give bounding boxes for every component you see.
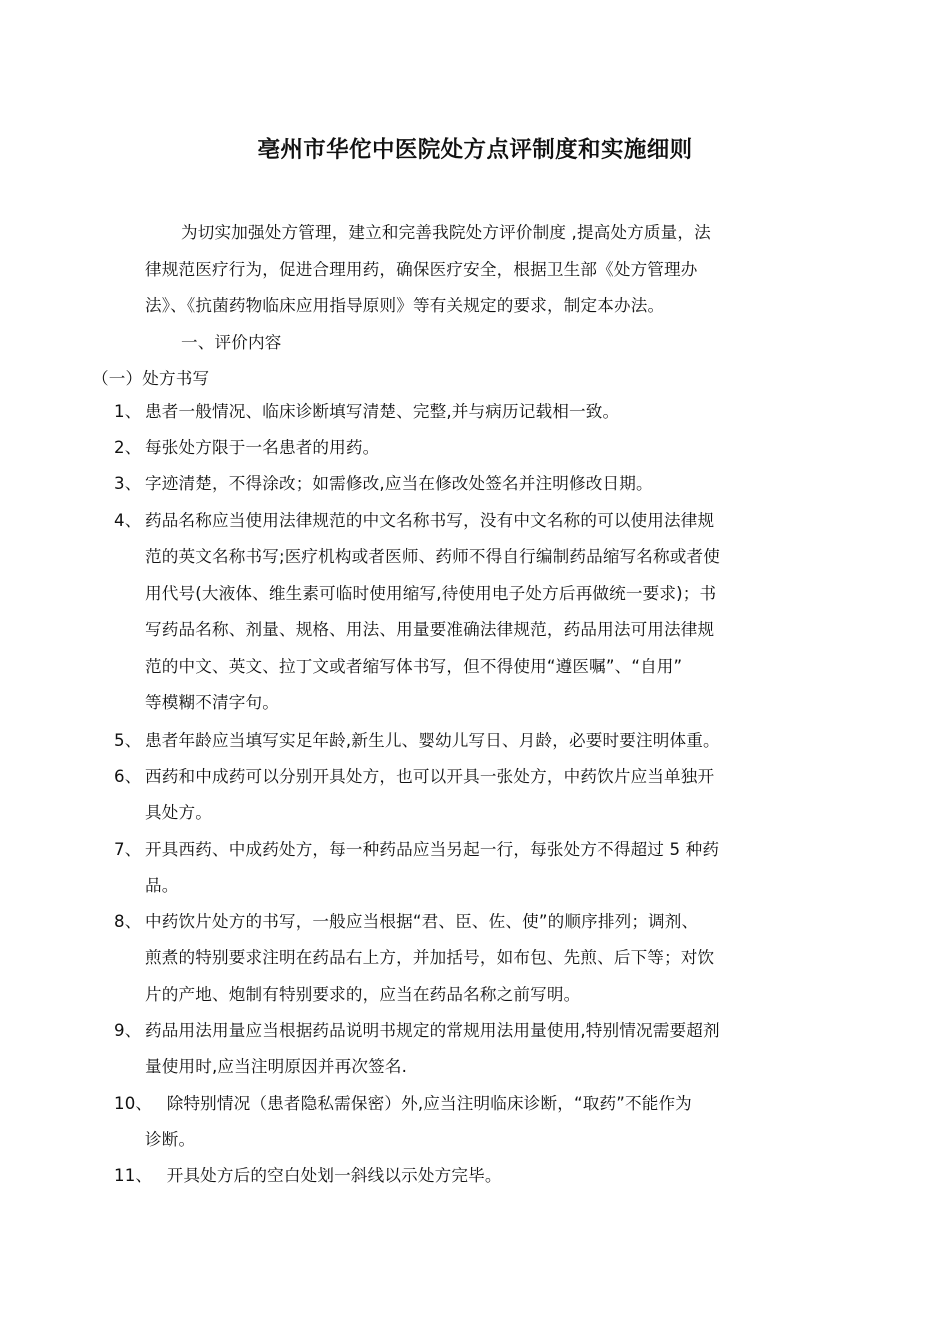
item-number: 2、 [114, 438, 142, 457]
item-number: 11、 [114, 1166, 153, 1185]
item-number: 5、 [114, 731, 142, 750]
item-text: 中药饮片处方的书写，一般应当根据“君、臣、佐、使”的顺序排列；调剂、 [145, 912, 699, 931]
item-text: 写药品名称、剂量、规格、用法、用量要准确法律规范，药品用法可用法律规 [145, 620, 715, 640]
item-text: 范的中文、英文、拉丁文或者缩写体书写，但不得使用“遵医嘱”、“自用” [145, 656, 683, 676]
list-item [114, 503, 834, 723]
item-text: 每张处方限于一名患者的用药。 [145, 438, 380, 457]
item-text: 诊断。 [145, 1130, 196, 1150]
item-text: 药品用法用量应当根据药品说明书规定的常规用法用量使用,特别情况需要超剂 [145, 1021, 720, 1040]
item-number: 8、 [114, 912, 142, 931]
item-text: 西药和中成药可以分别开具处方，也可以开具一张处方，中药饮片应当单独开 [145, 767, 715, 786]
item-body [145, 503, 720, 721]
item-number: 10、 [114, 1094, 153, 1113]
list-item [114, 1013, 834, 1086]
list-item [114, 723, 834, 759]
list-item [114, 466, 834, 502]
item-text: 药品名称应当使用法律规范的中文名称书写，没有中文名称的可以使用法律规 [145, 511, 715, 530]
item-number: 7、 [114, 840, 142, 859]
item-number: 4、 [114, 511, 142, 530]
document-title: 亳州市华佗中医院处方点评制度和实施细则 [257, 137, 693, 163]
item-text: 片的产地、炮制有特别要求的，应当在药品名称之前写明。 [145, 984, 581, 1004]
item-body [145, 832, 719, 905]
subsection-heading: （一）处方书写 [92, 369, 210, 388]
list-item [114, 394, 834, 430]
item-body [145, 1086, 692, 1159]
list-item [114, 1158, 834, 1194]
item-body [145, 759, 714, 832]
item-text: 量使用时,应当注明原因并再次签名. [145, 1057, 408, 1077]
intro-text-2: 律规范医疗行为，促进合理用药，确保医疗安全，根据卫生部《处方管理办 [145, 260, 698, 279]
list-item [114, 832, 834, 905]
item-text: 用代号(大液体、维生素可临时使用缩写,待使用电子处方后再做统一要求)；书 [145, 583, 717, 603]
intro-line-1 [181, 215, 711, 251]
list-item [114, 759, 834, 832]
item-text: 开具西药、中成药处方，每一种药品应当另起一行，每张处方不得超过 5 种药 [145, 840, 720, 859]
item-text: 患者一般情况、临床诊断填写清楚、完整,并与病历记载相一致。 [145, 402, 620, 421]
item-text: 煎煮的特别要求注明在药品右上方，并加括号，如布包、先煎、后下等；对饮 [145, 948, 715, 968]
item-text: 品。 [145, 876, 179, 896]
item-text: 具处方。 [145, 803, 212, 823]
item-number: 9、 [114, 1021, 142, 1040]
intro-text-3: 法》、《抗菌药物临床应用指导原则》等有关规定的要求，制定本办法。 [145, 296, 665, 315]
item-text: 字迹清楚，不得涂改；如需修改,应当在修改处签名并注明修改日期。 [145, 474, 653, 493]
item-body [145, 1013, 720, 1086]
list-item [114, 904, 834, 1014]
item-number: 3、 [114, 474, 142, 493]
item-text: 除特别情况（患者隐私需保密）外,应当注明临床诊断，“取药”不能作为 [145, 1094, 692, 1113]
list-item [114, 430, 834, 466]
item-number: 1、 [114, 402, 142, 421]
section-heading: 一、评价内容 [181, 333, 282, 352]
list-item [114, 1086, 834, 1159]
item-text: 等模糊不清字句。 [145, 692, 279, 712]
item-number: 6、 [114, 767, 142, 786]
intro-line-3 [145, 288, 664, 324]
intro-text-1: 为切实加强处方管理，建立和完善我院处方评价制度 ,提高处方质量，法 [181, 223, 711, 242]
item-body [145, 904, 714, 1013]
item-text: 开具处方后的空白处划一斜线以示处方完毕。 [145, 1166, 502, 1185]
item-text: 患者年龄应当填写实足年龄,新生儿、婴幼儿写日、月龄，必要时要注明体重。 [145, 731, 720, 750]
item-text: 范的英文名称书写;医疗机构或者医师、药师不得自行编制药品缩写名称或者使 [145, 547, 721, 567]
intro-line-2 [145, 252, 698, 288]
